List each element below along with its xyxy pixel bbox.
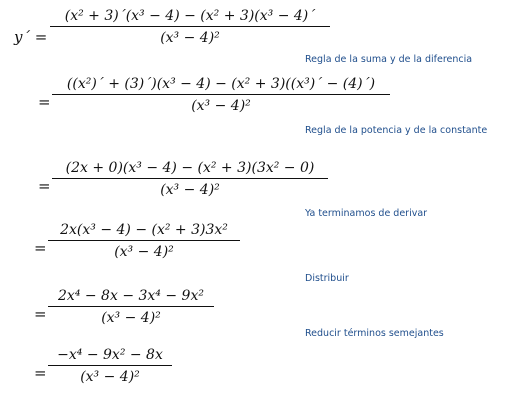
step-4-fraction — [48, 222, 240, 260]
step-6-fraction — [48, 347, 172, 385]
step-3-note: Ya terminamos de derivar — [305, 208, 428, 219]
step-2-numerator: ((x²)´ + (3)´)(x³ − 4) − (x² + 3)((x³)´ − (4)´) — [66, 76, 376, 92]
step-1-note: Regla de la suma y de la diferencia — [305, 54, 473, 65]
step-1-lhs: y´ = — [14, 28, 48, 46]
step-4-numerator: 2x(x³ − 4) − (x² + 3)3x² — [60, 222, 228, 238]
step-5-note: Reducir términos semejantes — [305, 328, 444, 339]
step-4-note: Distribuir — [305, 273, 349, 284]
step-1-fraction — [50, 8, 330, 46]
step-6-numerator: −x⁴ − 9x² − 8x — [57, 347, 163, 363]
step-5-denominator: (x³ − 4)² — [101, 310, 161, 326]
step-3-lhs: = — [38, 177, 51, 195]
step-5-fraction — [48, 288, 214, 326]
step-4-denominator: (x³ − 4)² — [114, 244, 174, 260]
step-1-numerator: (x² + 3)´(x³ − 4) − (x² + 3)(x³ − 4)´ — [64, 8, 316, 24]
step-3-denominator: (x³ − 4)² — [160, 182, 220, 198]
step-6-lhs: = — [34, 364, 47, 382]
step-2-note: Regla de la potencia y de la constante — [305, 125, 488, 136]
step-2-fraction — [52, 76, 390, 114]
step-4-lhs: = — [34, 239, 47, 257]
step-2-denominator: (x³ − 4)² — [191, 98, 251, 114]
step-2-lhs: = — [38, 93, 51, 111]
step-5-numerator: 2x⁴ − 8x − 3x⁴ − 9x² — [58, 288, 204, 304]
step-5-lhs: = — [34, 305, 47, 323]
step-1-denominator: (x³ − 4)² — [160, 30, 220, 46]
step-3-numerator: (2x + 0)(x³ − 4) − (x² + 3)(3x² − 0) — [65, 160, 315, 176]
step-6-denominator: (x³ − 4)² — [80, 369, 140, 385]
step-3-fraction — [52, 160, 328, 198]
